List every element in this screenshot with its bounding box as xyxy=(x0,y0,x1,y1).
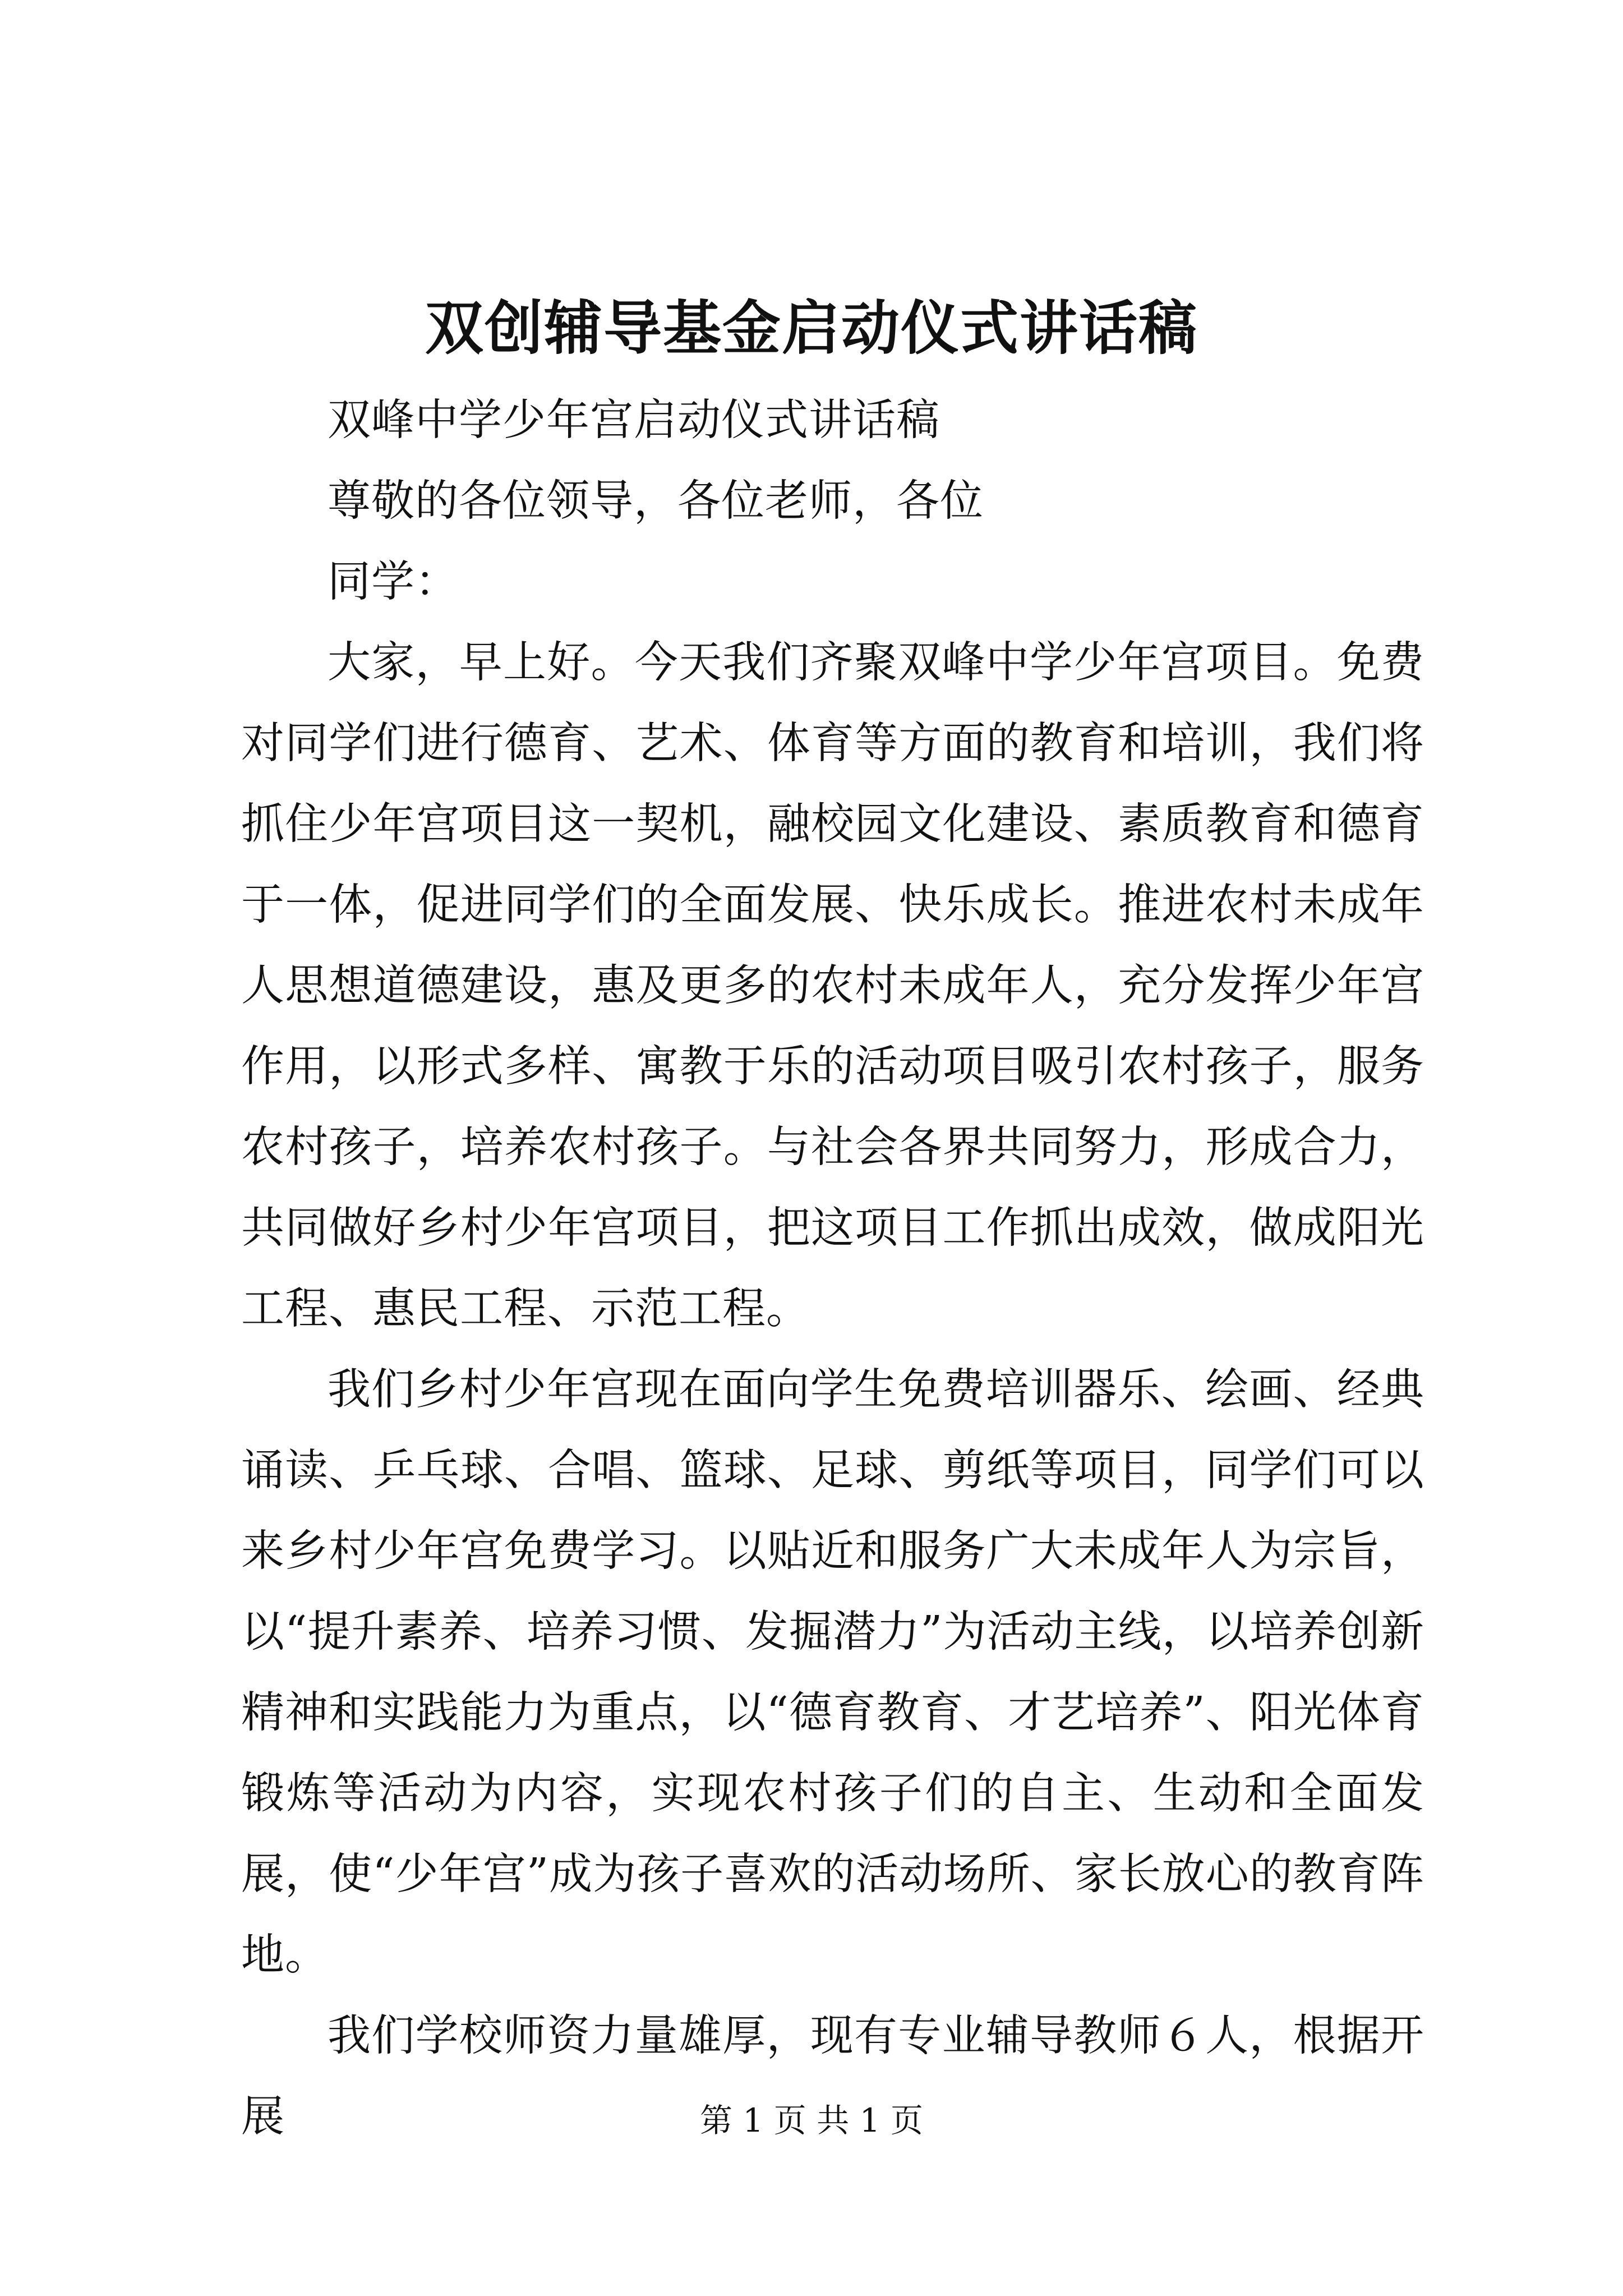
paragraph-salutation: 尊敬的各位领导，各位老师，各位 xyxy=(328,476,984,526)
page-footer: 第 1 页 共 1 页 xyxy=(700,2101,923,2139)
paragraph-teachers: 我们学校师资力量雄厚，现有专业辅导教师６人，根据开展 xyxy=(241,2011,1424,2142)
paragraph-subtitle: 双峰中学少年宫启动仪式讲话稿 xyxy=(328,395,940,445)
paragraph-salutation-cont: 同学： xyxy=(328,557,459,607)
paragraph-programs: 我们乡村少年宫现在面向学生免费培训器乐、绘画、经典诵读、乒乓球、合唱、篮球、足球、剪纸等项目，同学们可以来乡村少年宫免费学习。以贴近和服务广大未成年人为宗旨，以“提升素养、培养习惯、发掘潜力”为活动主线，以培养创新精神和实践能力为重点，以“德育教育、才艺培养”、阳光体育锻炼等活动为内容，实现农村孩子们的自主、生动和全面发展，使“少年宫”成为孩子喜欢的活动场所、家长放心的教育阵地。 xyxy=(241,1365,1424,1980)
document-title: 双创辅导基金启动仪式讲话稿 xyxy=(425,293,1198,362)
document-body xyxy=(241,380,1424,2157)
paragraph-greeting: 大家，早上好。今天我们齐聚双峰中学少年宫项目。免费对同学们进行德育、艺术、体育等方面的教育和培训，我们将抓住少年宫项目这一契机，融校园文化建设、素质教育和德育于一体，促进同学们的全面发展、快乐成长。推进农村未成年人思想道德建设，惠及更多的农村未成年人，充分发挥少年宫作用，以形式多样、寓教于乐的活动项目吸引农村孩子，服务农村孩子，培养农村孩子。与社会各界共同努力，形成合力，共同做好乡村少年宫项目，把这项目工作抓出成效，做成阳光工程、惠民工程、示范工程。 xyxy=(241,638,1424,1334)
